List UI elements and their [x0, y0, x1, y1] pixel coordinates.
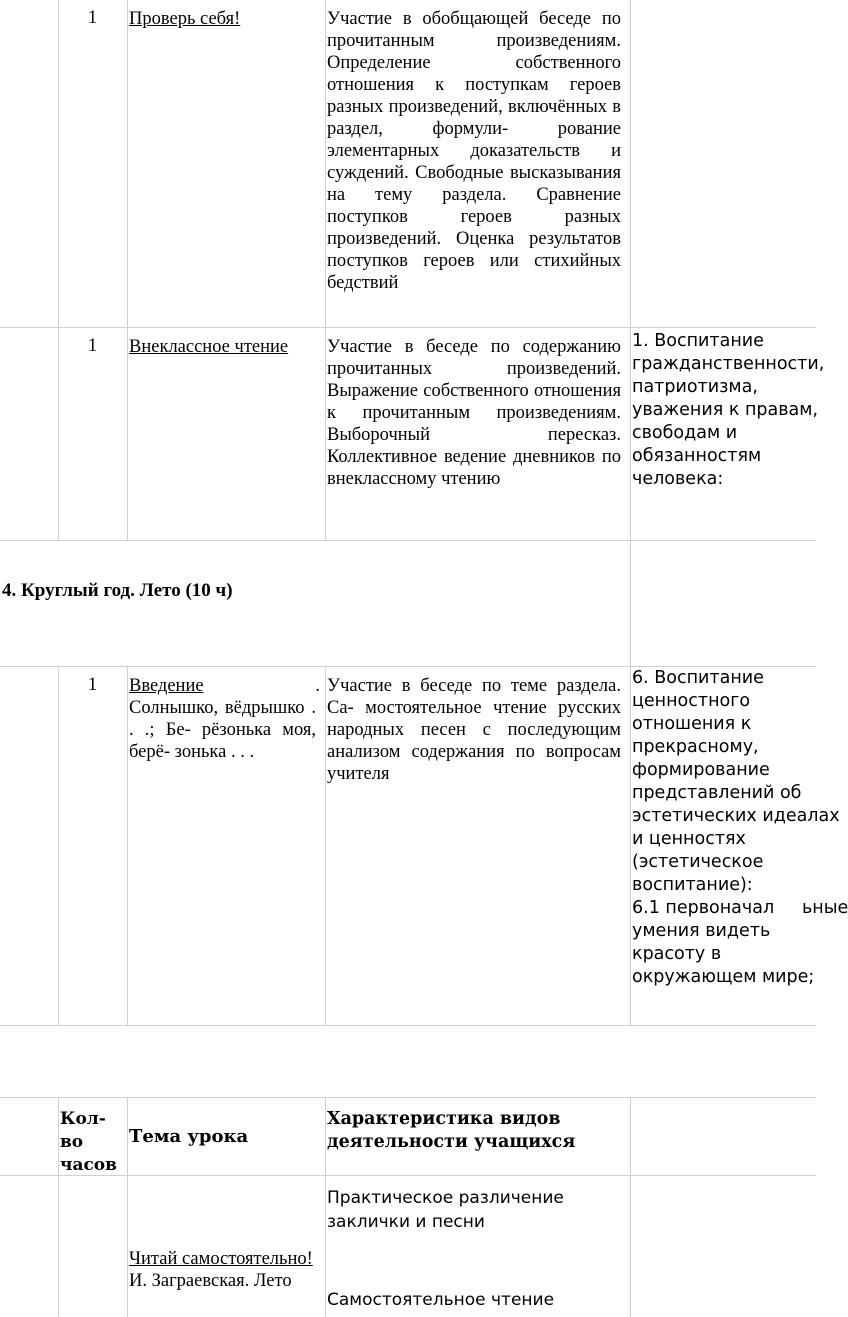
grid-line — [58, 666, 59, 1025]
goal-line: формирование — [632, 760, 770, 780]
grid-line — [127, 1097, 128, 1317]
row-1-topic-link[interactable]: Проверь себя! — [129, 9, 241, 29]
header-hours: Кол- во часов — [60, 1109, 117, 1175]
row-1-hours: 1 — [87, 8, 98, 28]
goal-line: отношения к — [632, 714, 752, 734]
goal-line: гражданственности, — [632, 354, 825, 374]
grid-line — [630, 1097, 631, 1317]
goal-line: 6. Воспитание — [632, 668, 764, 688]
grid-line — [58, 1097, 59, 1317]
row-1-description: Участие в обобщающей беседе по прочитанным произведениям. Определение собственного отношения к поступкам героев разных произведений, включённых в раздел, формули- рование элементарных доказательств и суждений. Свободные высказывания на тему раздела. Сравнение поступков героев разных произведений. Оценка результатов поступков героев или стихийных бедствий — [327, 9, 621, 293]
header-topic: Тема урока — [129, 1126, 249, 1147]
row-2-topic-link[interactable]: Внеклассное чтение — [129, 337, 289, 357]
goal-line: 6.1 первоначал ьные — [632, 898, 848, 918]
row-2-description: Участие в беседе по содержанию прочитанных произведений. Выражение собственного отношения к прочитанным произведениям. Выборочный пересказ. Коллективное ведение дневников по внеклассному чтению — [327, 337, 621, 489]
grid-line — [630, 0, 631, 1025]
grid-line — [0, 327, 816, 328]
grid-line — [0, 540, 816, 541]
section-heading: 4. Круглый год. Лето (10 ч) — [2, 580, 233, 601]
row-2-hours: 1 — [87, 336, 98, 356]
row-3-topic-link[interactable]: Введение — [129, 676, 204, 696]
row-4-topic — [129, 1248, 324, 1292]
goal-line: ценностного — [632, 691, 751, 711]
row-4-topic-author: И. Заграевская. Лето — [129, 1271, 292, 1291]
row-3-topic — [129, 675, 324, 763]
goal-line: обязанностям — [632, 446, 762, 466]
grid-line — [127, 0, 128, 540]
goal-line: 1. Воспитание — [632, 331, 764, 351]
row-2-goal — [632, 330, 832, 491]
goal-line: окружающем мире; — [632, 967, 815, 987]
goal-line: (эстетическое — [632, 852, 764, 872]
goal-line: человека: — [632, 469, 724, 489]
row-4-activity-2: Самостоятельное чтение — [327, 1290, 555, 1310]
grid-line — [0, 1025, 816, 1026]
goal-line: красоту в — [632, 944, 722, 964]
row-2-topic[interactable] — [129, 336, 324, 358]
goal-line: и ценностях — [632, 829, 746, 849]
row-4-activity-1: Практическое различение заклички и песни — [327, 1188, 564, 1232]
grid-line — [325, 1097, 326, 1317]
goal-line: умения видеть — [632, 921, 771, 941]
goal-line: свободам и — [632, 423, 738, 443]
row-3-hours: 1 — [87, 675, 98, 695]
goal-line: уважения к правам, — [632, 400, 819, 420]
goal-line: представлений об — [632, 783, 802, 803]
row-1-topic[interactable] — [129, 8, 324, 30]
row-3-description: Участие в беседе по теме раздела. Са- мостоятельное чтение русских народных песен с последующим анализом содержания по вопросам учителя — [327, 676, 621, 784]
grid-line — [325, 666, 326, 1025]
grid-line — [58, 0, 59, 540]
row-3-goal — [632, 667, 848, 989]
grid-line — [0, 1097, 816, 1098]
row-3-topic-dot: . — [315, 676, 320, 696]
header-activity: Характеристика видов деятельности учащихся — [327, 1109, 576, 1152]
goal-line: прекрасному, — [632, 737, 759, 757]
grid-line — [325, 0, 326, 540]
goal-line: патриотизма, — [632, 377, 758, 397]
row-3-topic-text: Солнышко, вёдрышко . . .; Бе- рёзонька моя, берё- зонька . . . — [129, 698, 316, 762]
row-4-topic-link[interactable]: Читай самостоятельно! — [129, 1249, 313, 1269]
goal-line: эстетических идеалах — [632, 806, 840, 826]
grid-line — [127, 666, 128, 1025]
goal-line: воспитание): — [632, 875, 753, 895]
